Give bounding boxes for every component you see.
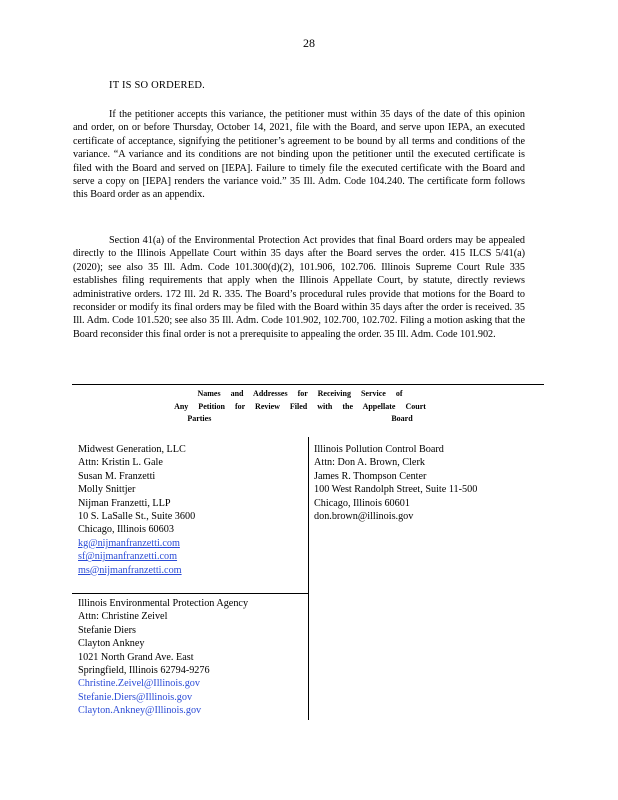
- service-heading-parties: Parties: [187, 414, 212, 423]
- party-line: Attn: Christine Zeivel: [78, 611, 168, 623]
- party-pollution-control-board: [314, 443, 477, 523]
- party-line: Nijman Franzetti, LLP: [78, 497, 171, 509]
- party-illinois-epa: [78, 597, 248, 718]
- party-line: James R. Thompson Center: [314, 470, 427, 482]
- party-line: Clayton Ankney: [78, 638, 145, 650]
- party-line: Molly Snittjer: [78, 484, 136, 496]
- party-line: don.brown@illinois.gov: [314, 511, 414, 523]
- page-number: 28: [303, 36, 315, 50]
- party-line: Susan M. Franzetti: [78, 470, 156, 482]
- party-line: Chicago, Illinois 60601: [314, 497, 410, 509]
- acceptance-paragraph: If the petitioner accepts this variance, the petitioner must within 35 days of the date of this opinion and order, on or before Thursday, October 14, 2021, file with the Board, and serve upon IEPA, an executed certificate of acceptance, signifying the petitioner’s agreement to be bound by all terms and conditions of the variance. “A variance and its conditions are not binding upon the petitioner until the executed certificate is filed with the Board and served on [IEPA]. Failure to timely file the executed certificate with the Board and serve a copy on [IEPA] renders the variance void.” 35 Ill. Adm. Code 104.240. The certificate form follows this Board order as an appendix.: [73, 109, 525, 201]
- party-line: Stefanie Diers: [78, 624, 136, 636]
- service-heading-board: Board: [391, 414, 413, 423]
- party-line: Springfield, Illinois 62794-9276: [78, 665, 210, 677]
- party-line: 1021 North Grand Ave. East: [78, 651, 194, 663]
- email-link[interactable]: Christine.Zeivel@Illinois.gov: [78, 678, 200, 690]
- party-line: Midwest Generation, LLC: [78, 444, 186, 455]
- service-table-row-divider: [72, 593, 308, 594]
- email-link[interactable]: sf@nijmanfranzetti.com: [78, 551, 178, 563]
- service-table-column-divider: [308, 437, 309, 720]
- appeal-paragraph: Section 41(a) of the Environmental Protection Act provides that final Board orders may be appealed directly to the Illinois Appellate Court within 35 days after the Board serves the order. 415 ILCS 5/41(a) (2020); see also 35 Ill. Adm. Code 101.300(d)(2), 101.906, 102.706. Illinois Supreme Court Rule 335 establishes filing requirements that apply when the Illinois Appellate Court, by statute, directly reviews administrative orders. 172 Ill. 2d R. 335. The Board’s procedural rules provide that motions for the Board to reconsider or modify its final orders may be filed with the Board within 35 days after the order is received. 35 Ill. Adm. Code 101.520; see also 35 Ill. Adm. Code 101.902, 102.700, 102.702. Filing a motion asking that the Board reconsider this final order is not a prerequisite to appealing the order. 35 Ill. Adm. Code 101.902.: [73, 235, 525, 340]
- party-line: Illinois Environmental Protection Agency: [78, 598, 249, 609]
- party-midwest-generation: [78, 443, 200, 577]
- email-link[interactable]: kg@nijmanfranzetti.com: [78, 537, 180, 549]
- service-heading-line-1: Names and Addresses for Receiving Service of: [197, 389, 403, 398]
- party-line: 100 West Randolph Street, Suite 11-500: [314, 484, 478, 496]
- service-table-top-rule: [72, 384, 544, 385]
- email-link[interactable]: Stefanie.Diers@Illinois.gov: [78, 691, 193, 703]
- service-heading-line-3: [150, 413, 450, 426]
- ordered-statement: IT IS SO ORDERED.: [109, 80, 205, 91]
- service-heading-line-2: Any Petition for Review Filed with the Appellate Court: [174, 401, 426, 411]
- email-link[interactable]: ms@nijmanfranzetti.com: [78, 564, 182, 576]
- party-line: Attn: Don A. Brown, Clerk: [314, 457, 425, 469]
- service-table-heading: [150, 388, 450, 426]
- party-line: Attn: Kristin L. Gale: [78, 457, 163, 469]
- party-line: Illinois Pollution Control Board: [314, 444, 444, 455]
- party-line: Chicago, Illinois 60603: [78, 524, 174, 536]
- party-line: 10 S. LaSalle St., Suite 3600: [78, 511, 196, 523]
- email-link[interactable]: Clayton.Ankney@Illinois.gov: [78, 705, 202, 717]
